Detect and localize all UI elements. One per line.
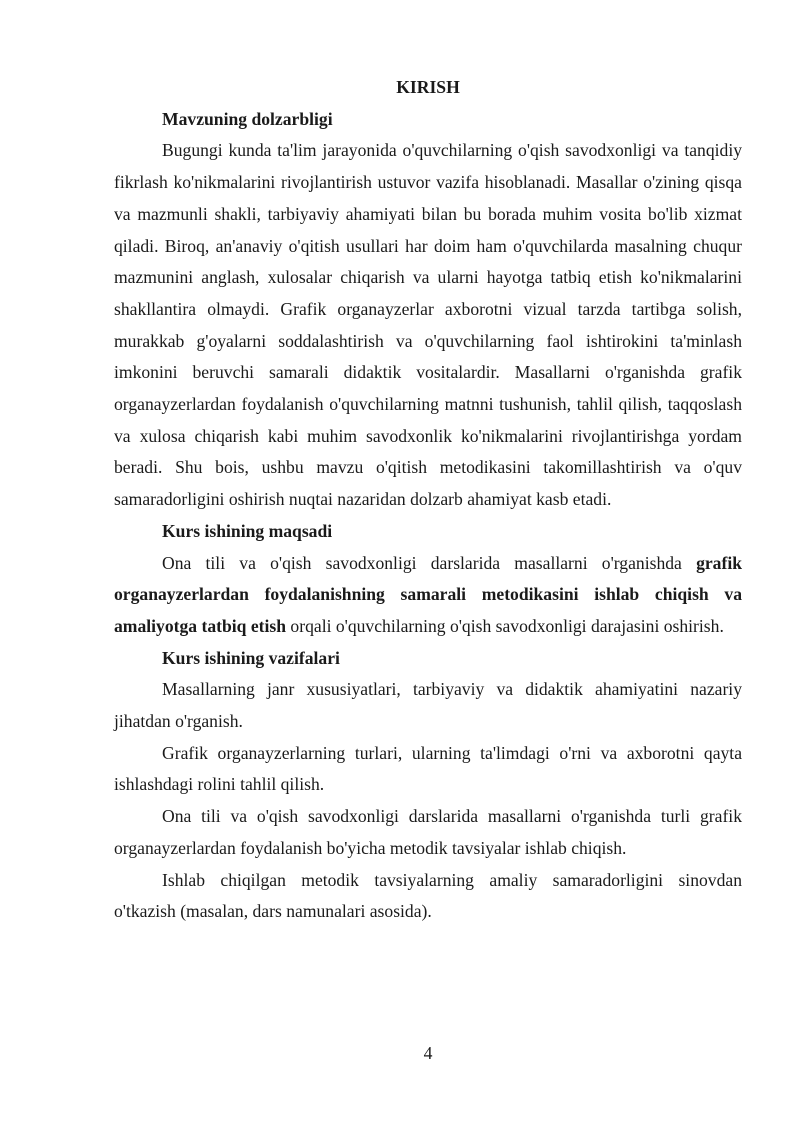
section-heading-relevance: Mavzuning dolzarbligi <box>162 108 333 129</box>
goal-text-end: orqali o'quvchilarning o'qish savodxonligi darajasini oshirish. <box>286 615 724 636</box>
task-paragraph: Masallarning janr xususiyatlari, tarbiyaviy va didaktik ahamiyatini nazariy jihatdan o'rganish. <box>114 679 742 732</box>
goal-text-start: Ona tili va o'qish savodxonligi darslarida masallarni o'rganishda <box>162 552 697 573</box>
section-heading-tasks: Kurs ishining vazifalari <box>162 647 340 668</box>
page-number: 4 <box>423 1043 433 1063</box>
task-paragraph: Grafik organayzerlarning turlari, ularning ta'limdagi o'rni va axborotni qayta ishlashdagi rolini tahlil qilish. <box>114 742 742 795</box>
document-page <box>114 72 742 928</box>
goal-paragraph <box>114 548 742 643</box>
goal-text-bold: grafik organayzerlardan foydalanishning samarali metodikasini ishlab chiqish va amaliyotga tatbiq etish <box>114 552 742 636</box>
section-heading-goal: Kurs ishining maqsadi <box>162 520 333 541</box>
page-title: KIRISH <box>396 77 460 97</box>
relevance-paragraph: Bugungi kunda ta'lim jarayonida o'quvchilarning o'qish savodxonligi va tanqidiy fikrlash ko'nikmalarini rivojlantirish ustuvor vazifa hisoblanadi. Masallar o'zining qisqa va mazmunli shakli, tarbiyaviy ahamiyati bilan bu borada muhim vosita bo'lib xizmat qiladi. Biroq, an'anaviy o'qitish usullari har doim ham o'quvchilarda masalning chuqur mazmunini anglash, xulosalar chiqarish va ularni hayotga tatbiq etish ko'nikmalarini shakllantira olmaydi. Grafik organayzerlar axborotni vizual tarzda tartibga solish, murakkab g'oyalarni soddalashtirish va o'quvchilarning faol ishtirokini ta'minlash imkonini beruvchi samarali didaktik vositalardir. Masallarni o'rganishda grafik organayzerlardan foydalanish o'quvchilarning matnni tushunish, tahlil qilish, taqqoslash va xulosa chiqarish kabi muhim savodxonlik ko'nikmalarini rivojlantirishga yordam beradi. Shu bois, ushbu mavzu o'qitish metodikasini takomillashtirish va o'quv samaradorligini oshirish nuqtai nazaridan dolzarb ahamiyat kasb etadi. <box>114 140 742 510</box>
task-paragraph: Ishlab chiqilgan metodik tavsiyalarning amaliy samaradorligini sinovdan o'tkazish (masalan, dars namunalari asosida). <box>114 869 742 922</box>
task-paragraph: Ona tili va o'qish savodxonligi darslarida masallarni o'rganishda turli grafik organayzerlardan foydalanish bo'yicha metodik tavsiyalar ishlab chiqish. <box>114 806 742 858</box>
